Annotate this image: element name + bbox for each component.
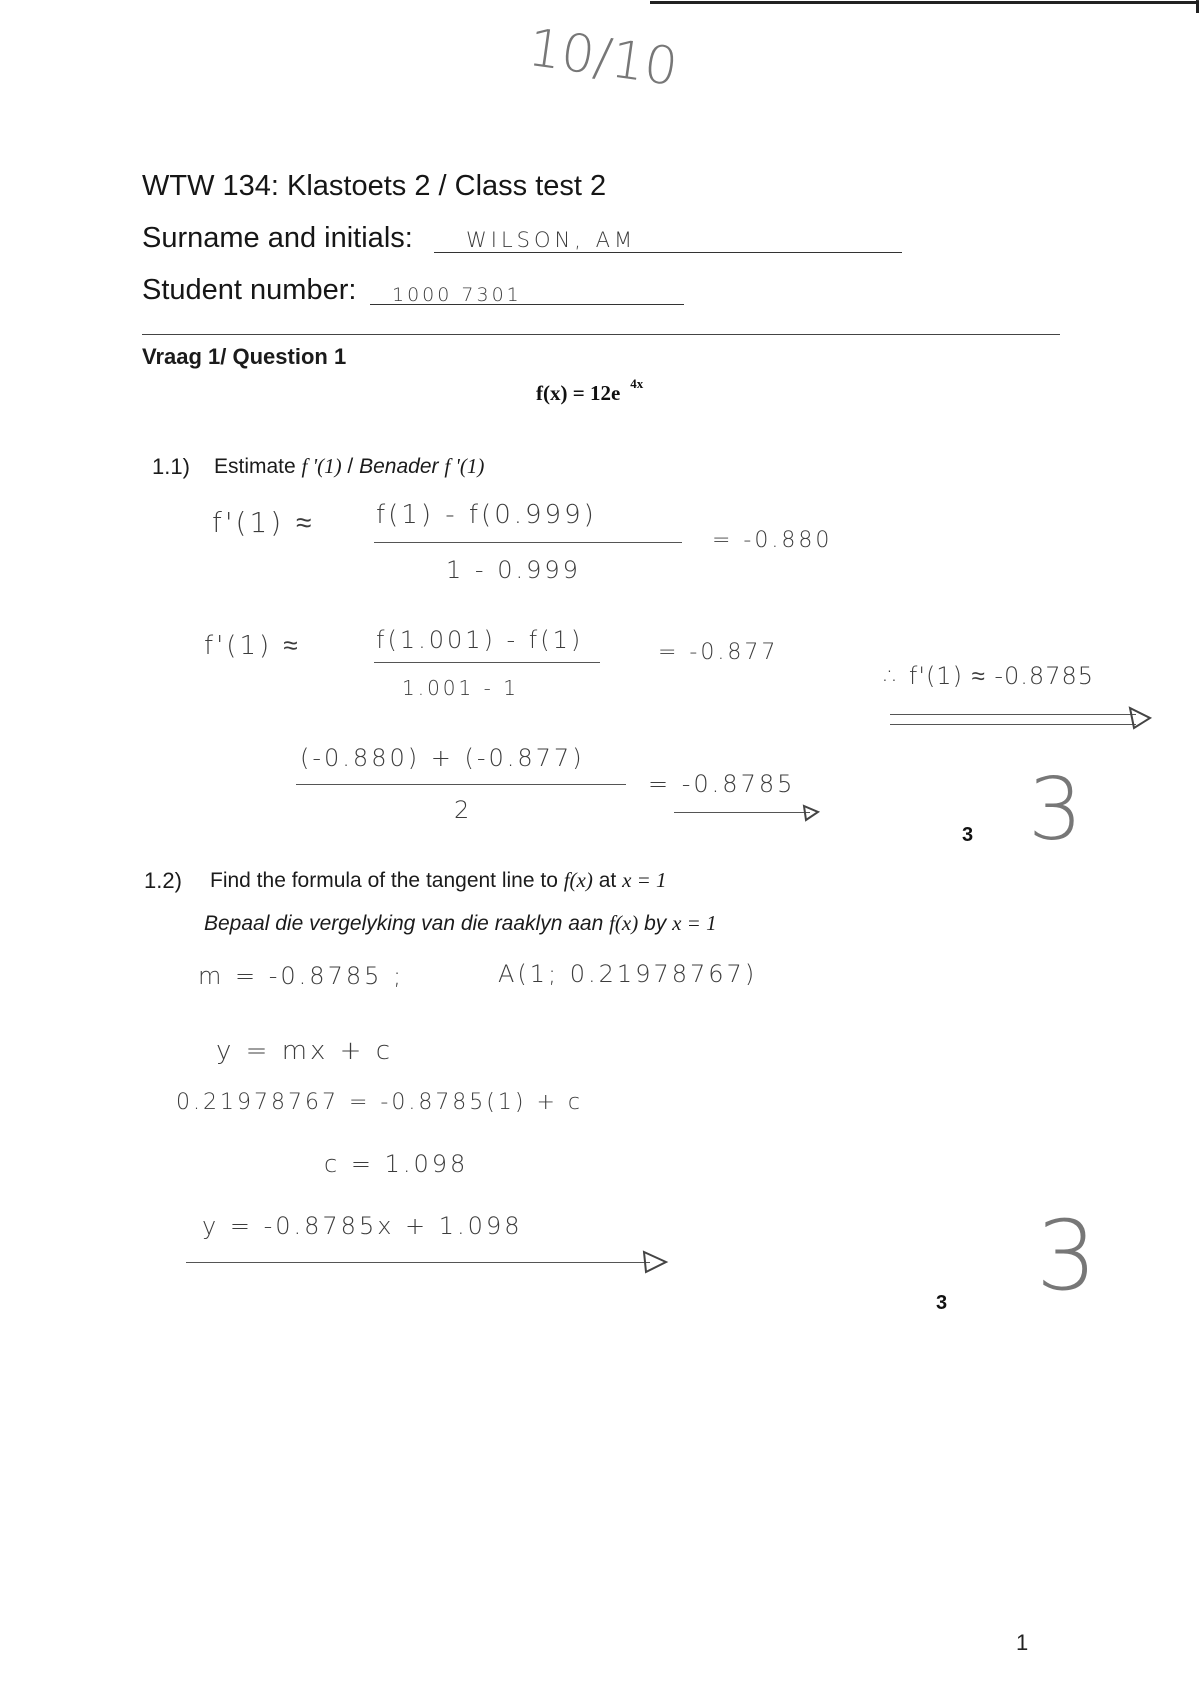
header-divider: [142, 334, 1060, 335]
function-lhs: f(x) = 12e: [536, 381, 621, 405]
conclusion: ∴ f'(1) ≈ -0.8785: [884, 662, 1095, 690]
work1-lhs: f'(1) ≈: [212, 506, 315, 539]
equation-c: c = 1.098: [324, 1150, 469, 1178]
page-title: WTW 134: Klastoets 2 / Class test 2: [142, 170, 607, 202]
score-mark: 10/10: [524, 17, 682, 99]
q1-2-prompt-af: [204, 911, 717, 936]
function-definition: [536, 376, 644, 406]
work2-denominator: 1.001 - 1: [402, 676, 519, 700]
slope-line: m = -0.8785 ;: [198, 962, 405, 990]
work1-fraction-bar: [374, 542, 682, 543]
q1-1-grader-mark: 3: [1028, 760, 1083, 860]
q1-1-number: 1.1): [152, 454, 190, 479]
q1-2-prompt-en-b: at: [592, 869, 623, 892]
q1-1-prompt-af: Benader: [359, 455, 445, 478]
tangent-underline: [186, 1262, 650, 1263]
equation-substitution: 0.21978767 = -0.8785(1) + c: [176, 1090, 583, 1115]
right-tick: [1196, 0, 1199, 13]
q1-2-number: 1.2): [144, 868, 182, 893]
student-number-value: 1000 7301: [392, 284, 522, 306]
average-denominator: 2: [454, 796, 473, 824]
average-numerator: (-0.880) + (-0.877): [300, 744, 585, 772]
page-number: 1: [1016, 1630, 1029, 1655]
function-exponent: 4x: [630, 376, 644, 391]
work2-lhs: f'(1) ≈: [204, 631, 301, 661]
q1-2-prompt-en-x: x = 1: [622, 868, 667, 892]
student-number-label: Student number:: [142, 274, 357, 306]
conclusion-arrow-icon: [1128, 706, 1152, 732]
q1-2-prompt-en-fx: f(x): [563, 868, 593, 892]
q1-2-prompt-en: [210, 868, 667, 893]
q1-1-fprime-b: f '(1): [444, 454, 485, 478]
conclusion-underline-2: [890, 724, 1136, 725]
surname-value: WILSON, AM: [466, 228, 637, 252]
question-1-heading: Vraag 1/ Question 1: [142, 344, 347, 369]
q1-2-prompt-af-x: x = 1: [672, 911, 717, 935]
average-arrow-icon: [802, 804, 820, 822]
average-result: = -0.8785: [648, 770, 796, 798]
work1-numerator: f(1) - f(0.999): [376, 500, 597, 530]
tangent-arrow-icon: [642, 1250, 668, 1274]
average-fraction-bar: [296, 784, 626, 785]
q1-2-prompt-af-a: Bepaal die vergelyking van die raaklyn aan: [204, 912, 610, 935]
q1-1-prompt: [214, 454, 484, 479]
q1-1-marks: 3: [962, 824, 974, 846]
q1-2-grader-mark: 3: [1036, 1200, 1098, 1312]
top-border-line: [650, 1, 1198, 4]
tangent-equation: y = -0.8785x + 1.098: [202, 1212, 523, 1240]
work2-numerator: f(1.001) - f(1): [376, 626, 584, 654]
work1-denominator: 1 - 0.999: [446, 556, 581, 584]
work2-fraction-bar: [374, 662, 600, 663]
surname-label: Surname and initials:: [142, 222, 413, 254]
q1-1-prompt-sep: /: [341, 455, 360, 478]
work1-result: = -0.880: [712, 528, 833, 553]
equation-general: y = mx + c: [216, 1036, 394, 1066]
work2-result: = -0.877: [658, 640, 779, 665]
point-a: A(1; 0.21978767): [498, 960, 758, 988]
average-underline: [674, 812, 810, 813]
q1-2-prompt-af-fx: f(x): [609, 911, 639, 935]
conclusion-underline-1: [890, 714, 1136, 715]
q1-2-prompt-af-b: by: [638, 912, 673, 935]
q1-1-prompt-en: Estimate: [214, 455, 302, 478]
q1-1-fprime-a: f '(1): [301, 454, 342, 478]
q1-2-marks: 3: [936, 1292, 948, 1314]
q1-2-prompt-en-a: Find the formula of the tangent line to: [210, 869, 564, 892]
